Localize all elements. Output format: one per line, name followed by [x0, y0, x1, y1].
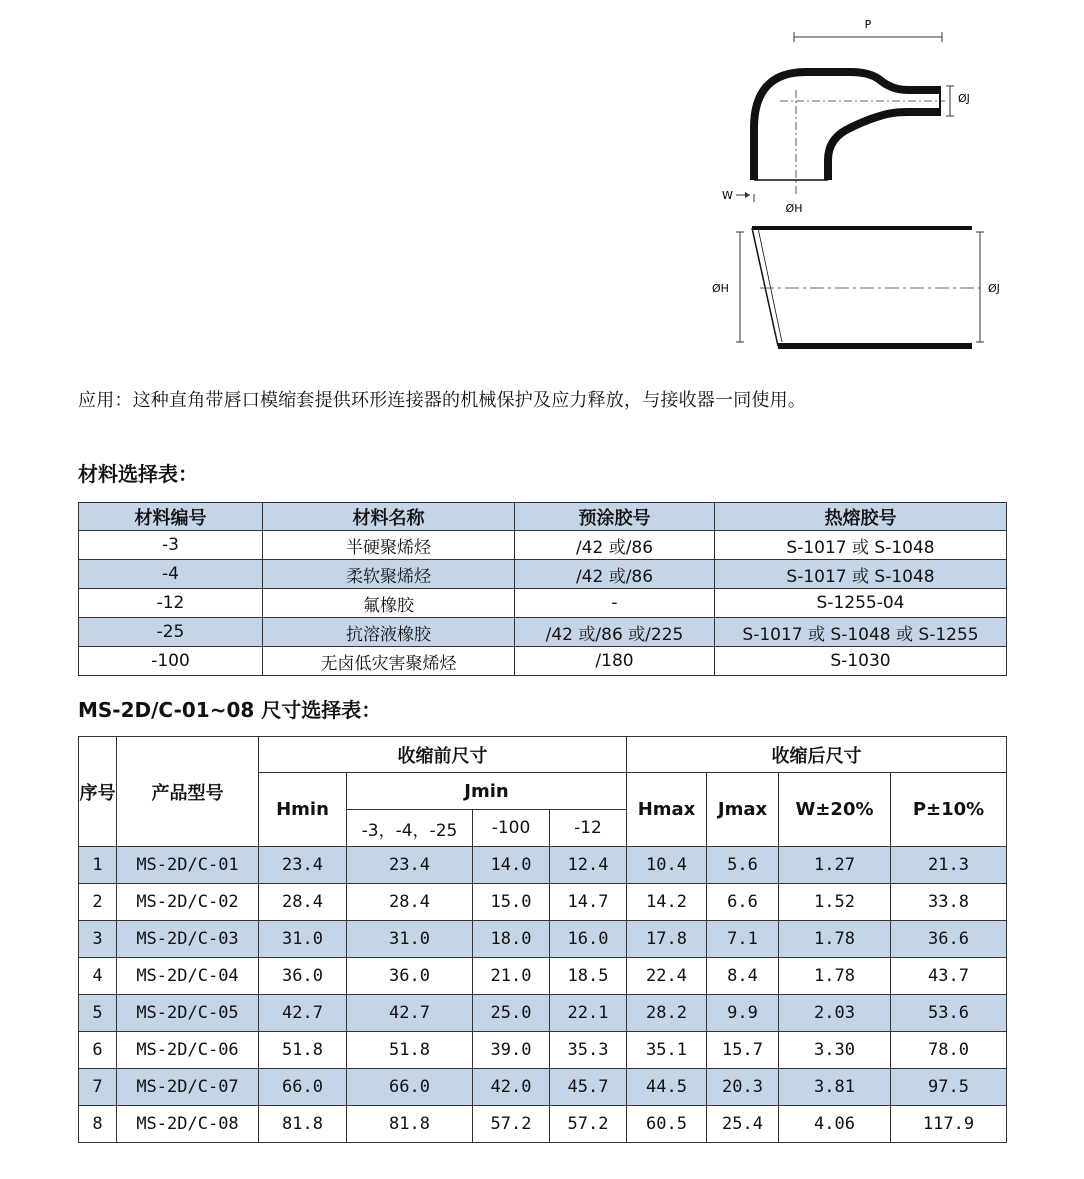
cell-hmin: 51.8 [259, 1032, 347, 1069]
table-row [79, 618, 1007, 647]
cell-jmax: 5.6 [707, 847, 779, 884]
label-h2: ØH [712, 282, 729, 295]
cell-seq: 4 [79, 958, 117, 995]
cell-jmax: 9.9 [707, 995, 779, 1032]
cell-seq: 2 [79, 884, 117, 921]
cell-hmin: 42.7 [259, 995, 347, 1032]
cell-jmin-c: 57.2 [550, 1106, 627, 1143]
materials-table [78, 502, 1007, 676]
material-precoat: /42 或/86 或/225 [515, 618, 715, 647]
table-row [79, 995, 1007, 1032]
header-jmin-c: -12 [550, 810, 627, 847]
cell-model: MS-2D/C-01 [117, 847, 259, 884]
cell-p: 21.3 [891, 847, 1007, 884]
cell-jmin-c: 18.5 [550, 958, 627, 995]
header-after: 收缩后尺寸 [627, 737, 1007, 773]
cell-jmin-c: 35.3 [550, 1032, 627, 1069]
cell-p: 33.8 [891, 884, 1007, 921]
cell-hmin: 31.0 [259, 921, 347, 958]
label-w: W [722, 189, 733, 202]
cell-w: 2.03 [779, 995, 891, 1032]
material-precoat: /42 或/86 [515, 531, 715, 560]
header-before: 收缩前尺寸 [259, 737, 627, 773]
cell-jmin-a: 42.7 [347, 995, 473, 1032]
label-j: ØJ [958, 92, 970, 105]
cell-hmin: 23.4 [259, 847, 347, 884]
cell-hmax: 60.5 [627, 1106, 707, 1143]
material-code: -12 [79, 589, 263, 618]
material-name: 半硬聚烯烃 [263, 531, 515, 560]
cell-hmax: 17.8 [627, 921, 707, 958]
material-code: -4 [79, 560, 263, 589]
header-jmin: Jmin [347, 773, 627, 810]
header-hotmelt: 热熔胶号 [715, 503, 1007, 531]
cell-jmin-b: 42.0 [473, 1069, 550, 1106]
cell-w: 1.52 [779, 884, 891, 921]
cell-w: 4.06 [779, 1106, 891, 1143]
table-row [79, 647, 1007, 676]
header-p: P±10% [891, 773, 1007, 847]
header-precoat: 预涂胶号 [515, 503, 715, 531]
cell-jmin-c: 22.1 [550, 995, 627, 1032]
material-hotmelt: S-1255-04 [715, 589, 1007, 618]
cell-model: MS-2D/C-05 [117, 995, 259, 1032]
header-hmax: Hmax [627, 773, 707, 847]
cell-seq: 7 [79, 1069, 117, 1106]
material-precoat: /180 [515, 647, 715, 676]
cell-model: MS-2D/C-06 [117, 1032, 259, 1069]
cell-w: 3.81 [779, 1069, 891, 1106]
header-material-name: 材料名称 [263, 503, 515, 531]
cell-hmax: 14.2 [627, 884, 707, 921]
material-hotmelt: S-1017 或 S-1048 [715, 531, 1007, 560]
cell-hmax: 44.5 [627, 1069, 707, 1106]
cell-model: MS-2D/C-08 [117, 1106, 259, 1143]
cell-jmin-b: 18.0 [473, 921, 550, 958]
dimensions-body [79, 847, 1007, 1143]
cell-jmin-a: 36.0 [347, 958, 473, 995]
cell-model: MS-2D/C-03 [117, 921, 259, 958]
cell-seq: 5 [79, 995, 117, 1032]
cell-seq: 3 [79, 921, 117, 958]
cell-hmax: 28.2 [627, 995, 707, 1032]
table-row [79, 921, 1007, 958]
cell-hmax: 22.4 [627, 958, 707, 995]
table-row [79, 1069, 1007, 1106]
cell-model: MS-2D/C-04 [117, 958, 259, 995]
cell-hmax: 10.4 [627, 847, 707, 884]
table-row [79, 531, 1007, 560]
label-p: P [864, 18, 872, 31]
table-row [79, 1106, 1007, 1143]
material-hotmelt: S-1017 或 S-1048 或 S-1255 [715, 618, 1007, 647]
cell-hmin: 81.8 [259, 1106, 347, 1143]
cell-p: 117.9 [891, 1106, 1007, 1143]
material-name: 柔软聚烯烃 [263, 560, 515, 589]
header-hmin: Hmin [259, 773, 347, 847]
material-name: 无卤低灾害聚烯烃 [263, 647, 515, 676]
cell-jmin-a: 81.8 [347, 1106, 473, 1143]
cell-p: 97.5 [891, 1069, 1007, 1106]
header-material-code: 材料编号 [79, 503, 263, 531]
cell-w: 3.30 [779, 1032, 891, 1069]
dimensions-title: MS-2D/C-01~08 尺寸选择表： [78, 698, 382, 722]
material-code: -3 [79, 531, 263, 560]
cell-jmin-c: 16.0 [550, 921, 627, 958]
cell-jmin-a: 23.4 [347, 847, 473, 884]
table-row [79, 560, 1007, 589]
header-model: 产品型号 [117, 737, 259, 847]
cell-model: MS-2D/C-02 [117, 884, 259, 921]
table-row [79, 1032, 1007, 1069]
material-name: 氟橡胶 [263, 589, 515, 618]
cell-w: 1.27 [779, 847, 891, 884]
cell-p: 78.0 [891, 1032, 1007, 1069]
cell-jmin-c: 12.4 [550, 847, 627, 884]
cell-w: 1.78 [779, 921, 891, 958]
cell-jmin-a: 31.0 [347, 921, 473, 958]
materials-title: 材料选择表： [78, 462, 198, 486]
cell-p: 36.6 [891, 921, 1007, 958]
dimensions-table [78, 736, 1007, 1143]
cell-p: 43.7 [891, 958, 1007, 995]
cell-jmin-b: 21.0 [473, 958, 550, 995]
material-name: 抗溶液橡胶 [263, 618, 515, 647]
cell-p: 53.6 [891, 995, 1007, 1032]
cell-w: 1.78 [779, 958, 891, 995]
cell-jmin-a: 51.8 [347, 1032, 473, 1069]
cell-jmin-c: 14.7 [550, 884, 627, 921]
table-row [79, 958, 1007, 995]
material-hotmelt: S-1030 [715, 647, 1007, 676]
material-precoat: - [515, 589, 715, 618]
material-hotmelt: S-1017 或 S-1048 [715, 560, 1007, 589]
cell-hmin: 36.0 [259, 958, 347, 995]
header-w: W±20% [779, 773, 891, 847]
table-row [79, 589, 1007, 618]
cell-jmax: 25.4 [707, 1106, 779, 1143]
dim-header-row-1 [79, 737, 1007, 773]
material-code: -100 [79, 647, 263, 676]
application-text: 应用：这种直角带唇口模缩套提供环形连接器的机械保护及应力释放，与接收器一同使用。 [78, 390, 806, 411]
cell-jmin-b: 25.0 [473, 995, 550, 1032]
table-row [79, 847, 1007, 884]
cell-jmin-b: 39.0 [473, 1032, 550, 1069]
cell-jmax: 20.3 [707, 1069, 779, 1106]
cell-jmin-b: 14.0 [473, 847, 550, 884]
header-seq: 序号 [79, 737, 117, 847]
sleeve-side-diagram [700, 222, 1020, 357]
cell-seq: 8 [79, 1106, 117, 1143]
cell-jmax: 8.4 [707, 958, 779, 995]
material-precoat: /42 或/86 [515, 560, 715, 589]
table-row [79, 884, 1007, 921]
material-code: -25 [79, 618, 263, 647]
cell-jmin-a: 66.0 [347, 1069, 473, 1106]
cell-jmax: 15.7 [707, 1032, 779, 1069]
cell-jmax: 6.6 [707, 884, 779, 921]
header-jmin-a: -3，-4，-25 [347, 810, 473, 847]
cell-jmin-b: 57.2 [473, 1106, 550, 1143]
cell-jmin-c: 45.7 [550, 1069, 627, 1106]
elbow-boot-diagram [700, 10, 1000, 220]
cell-hmax: 35.1 [627, 1032, 707, 1069]
label-j2: ØJ [988, 282, 1000, 295]
materials-header-row [79, 503, 1007, 531]
header-jmax: Jmax [707, 773, 779, 847]
cell-model: MS-2D/C-07 [117, 1069, 259, 1106]
header-jmin-b: -100 [473, 810, 550, 847]
cell-jmin-b: 15.0 [473, 884, 550, 921]
cell-hmin: 28.4 [259, 884, 347, 921]
label-h: ØH [785, 202, 803, 215]
cell-seq: 6 [79, 1032, 117, 1069]
cell-seq: 1 [79, 847, 117, 884]
cell-hmin: 66.0 [259, 1069, 347, 1106]
cell-jmin-a: 28.4 [347, 884, 473, 921]
cell-jmax: 7.1 [707, 921, 779, 958]
